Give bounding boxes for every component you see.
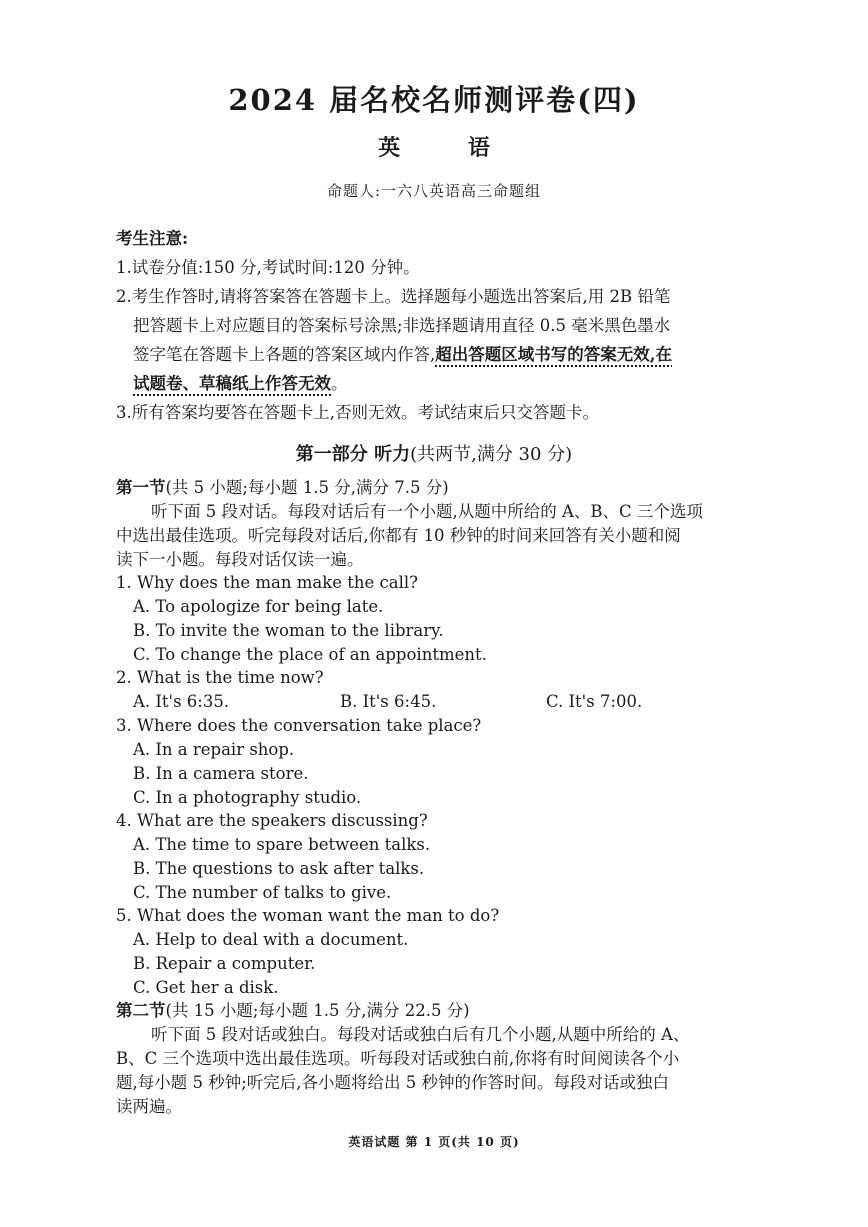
question-1: 1. Why does the man make the call? xyxy=(116,573,418,592)
question-3-option-b: B. In a camera store. xyxy=(133,764,309,783)
notice-item-3: 3.所有答案均要答在答题卡上,否则无效。考试结束后只交答题卡。 xyxy=(116,403,599,422)
section-1-label: 第一节 xyxy=(116,478,166,497)
question-2-option-a: A. It's 6:35. xyxy=(133,692,230,711)
part-1-title-rest: (共两节,满分 30 分) xyxy=(410,444,573,465)
section-2-intro-line-1: 听下面 5 段对话或独白。每段对话或独白后有几个小题,从题中所给的 A、 xyxy=(151,1025,690,1044)
notice-emphasis-text-2: 试题卷、草稿纸上作答无效 xyxy=(133,374,331,393)
question-5-option-c: C. Get her a disk. xyxy=(133,978,279,997)
subject-title: 英 语 xyxy=(378,135,520,161)
section-2-scoring: (共 15 小题;每小题 1.5 分,满分 22.5 分) xyxy=(165,1001,470,1020)
section-2-intro-line-3: 题,每小题 5 秒钟;听完后,各小题将给出 5 秒钟的作答时间。每段对话或独白 xyxy=(116,1073,670,1092)
section-1-intro-line-2: 中选出最佳选项。听完每段对话后,你都有 10 秒钟的时间来回答有关小题和阅 xyxy=(116,526,681,545)
notice-plain-text: 签字笔在答题卡上各题的答案区域内作答, xyxy=(133,345,436,364)
author-line: 命题人:一六八英语高三命题组 xyxy=(326,182,542,200)
notice-item-1: 1.试卷分值:150 分,考试时间:120 分钟。 xyxy=(116,258,420,277)
question-1-option-b: B. To invite the woman to the library. xyxy=(133,621,444,640)
question-4-option-b: B. The questions to ask after talks. xyxy=(133,859,425,878)
question-4-option-c: C. The number of talks to give. xyxy=(133,883,392,902)
exam-title: 2024 届名校名师测评卷(四) xyxy=(228,83,640,117)
question-2-option-b: B. It's 6:45. xyxy=(340,692,437,711)
question-5: 5. What does the woman want the man to do? xyxy=(116,906,500,925)
part-1-title xyxy=(0,440,868,466)
part-1-title-main: 第一部分 听力 xyxy=(295,444,411,465)
question-3-option-c: C. In a photography studio. xyxy=(133,788,362,807)
section-2-intro-line-2: B、C 三个选项中选出最佳选项。听每段对话或独白前,你将有时间阅读各个小 xyxy=(116,1049,680,1068)
question-3: 3. Where does the conversation take place? xyxy=(116,716,482,735)
question-5-option-a: A. Help to deal with a document. xyxy=(133,930,409,949)
notice-item-2-line-3 xyxy=(133,344,773,366)
notice-line-end: 。 xyxy=(331,374,348,393)
notice-heading: 考生注意: xyxy=(116,229,189,248)
question-2-option-c: C. It's 7:00. xyxy=(546,692,643,711)
question-2: 2. What is the time now? xyxy=(116,668,324,687)
section-2-heading xyxy=(116,1000,756,1022)
section-2-label: 第二节 xyxy=(116,1001,166,1020)
notice-item-2-line-1: 2.考生作答时,请将答案答在答题卡上。选择题每小题选出答案后,用 2B 铅笔 xyxy=(116,287,671,306)
section-1-scoring: (共 5 小题;每小题 1.5 分,满分 7.5 分) xyxy=(165,478,449,497)
question-1-option-c: C. To change the place of an appointment. xyxy=(133,645,487,664)
question-5-option-b: B. Repair a computer. xyxy=(133,954,316,973)
notice-item-2-line-4 xyxy=(133,373,773,395)
question-3-option-a: A. In a repair shop. xyxy=(133,740,295,759)
question-1-option-a: A. To apologize for being late. xyxy=(133,597,384,616)
notice-emphasis-text: 超出答题区域书写的答案无效,在 xyxy=(435,345,672,364)
notice-item-2-line-2: 把答题卡上对应题目的答案标号涂黑;非选择题请用直径 0.5 毫米黑色墨水 xyxy=(133,316,671,335)
section-2-intro-line-4: 读两遍。 xyxy=(116,1097,182,1116)
page-footer: 英语试题 第 1 页(共 10 页) xyxy=(348,1135,520,1149)
question-4-option-a: A. The time to spare between talks. xyxy=(133,835,431,854)
section-1-heading xyxy=(116,477,756,499)
section-1-intro-line-1: 听下面 5 段对话。每段对话后有一个小题,从题中所给的 A、B、C 三个选项 xyxy=(151,502,703,521)
section-1-intro-line-3: 读下一小题。每段对话仅读一遍。 xyxy=(116,550,364,569)
question-4: 4. What are the speakers discussing? xyxy=(116,811,428,830)
